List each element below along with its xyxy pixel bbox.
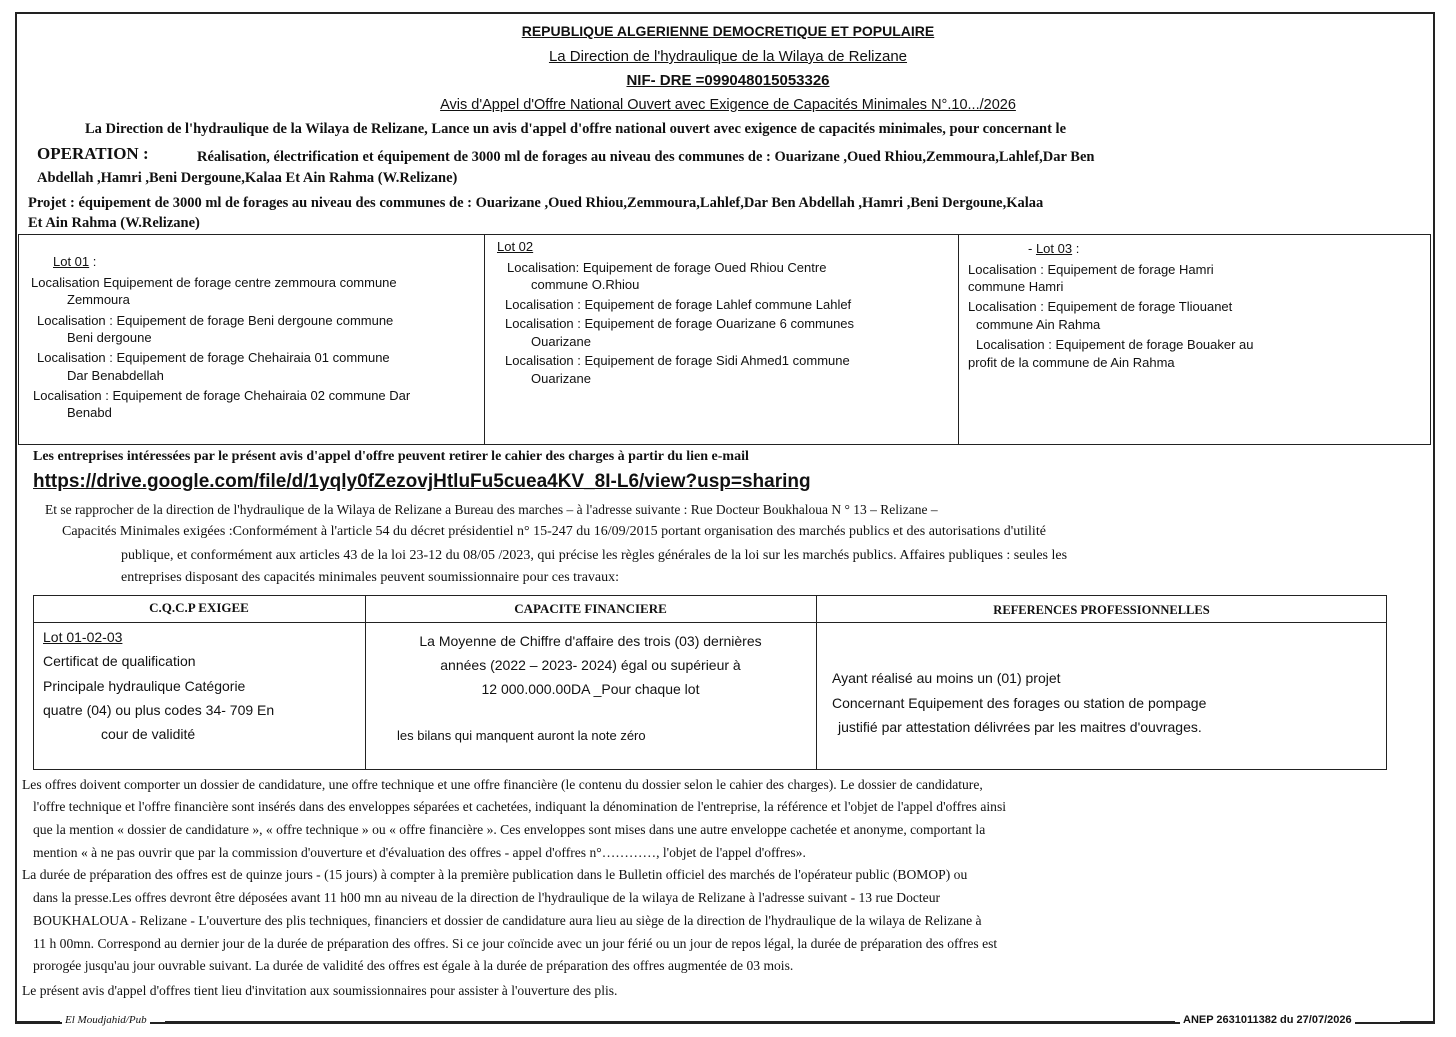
cqcp-line: Principale hydraulique Catégorie [43, 678, 246, 694]
lot2-line: Ouarizane [531, 334, 591, 349]
lot1-line: Dar Benabdellah [67, 368, 164, 383]
lot2-line: Localisation : Equipement de forage Sidi Ahmed1 commune [505, 353, 850, 368]
lots-divider-1 [484, 234, 485, 445]
projet-text-1: Projet : équipement de 3000 ml de forages au niveau des communes de : Ouarizane ,Oued Rhiou,Zemmoura,Lahlef,Dar Ben Abdellah ,Hamri ,Beni Dergoune,Kalaa [28, 195, 1044, 211]
cqcp-lot: Lot 01-02-03 [43, 629, 123, 645]
address-text: Et se rapprocher de la direction de l'hydraulique de la Wilaya de Relizane a Bureau des marches – à l'adresse suivante : Rue Docteur Boukhaloua N ° 13 – Relizane – [45, 502, 938, 517]
operation-text-2: Abdellah ,Hamri ,Beni Dergoune,Kalaa Et Ain Rahma (W.Relizane) [37, 170, 458, 186]
lot1-suffix: : [89, 254, 97, 269]
duree-text: La durée de préparation des offres est de quinze jours - (15 jours) à compter à la première publication dans le Bulletin officiel des marchés de l'opérateur public (BOMOP) ou [22, 867, 968, 882]
lot1-heading [53, 254, 96, 269]
cqcp-line: quatre (04) ou plus codes 34- 709 En [43, 702, 275, 718]
dossier-text: mention « à ne pas ouvrir que par la commission d'ouverture et d'évaluation des offres - appel d'offres n°…………, l'objet de l'appel d'offres». [33, 845, 806, 860]
projet-text-2: Et Ain Rahma (W.Relizane) [28, 215, 200, 231]
header-references: REFERENCES PROFESSIONNELLES [993, 603, 1210, 617]
lot1-line: Localisation : Equipement de forage Chehairaia 02 commune Dar [33, 388, 411, 403]
header-cqcp: C.Q.C.P EXIGEE [149, 600, 249, 615]
direction-title: La Direction de l'hydraulique de la Wilaya de Relizane [548, 48, 908, 65]
references-line: Concernant Equipement des forages ou station de pompage [832, 695, 1207, 711]
download-link[interactable]: https://drive.google.com/file/d/1yqly0fZezovjHtluFu5cuea4KV_8I-L6/view?usp=sharing [33, 471, 811, 492]
nif-number: NIF- DRE =099048015053326 [626, 72, 830, 89]
duree-text: dans la presse.Les offres devront être déposées avant 11 h00 mn au niveau de la direction de l'hydraulique de la wilaya de Relizane à l'adresse suivant - 13 rue Docteur [33, 890, 941, 905]
lot1-line: Localisation : Equipement de forage Chehairaia 01 commune [37, 350, 390, 365]
lot3-line: commune Ain Rahma [976, 317, 1101, 332]
lot3-prefix: - [1028, 241, 1036, 256]
footer-anep-reference: ANEP 2631011382 du 27/07/2026 [1180, 1014, 1355, 1026]
finance-line: La Moyenne de Chiffre d'affaire des trois (03) dernières [419, 633, 762, 649]
lot3-line: Localisation : Equipement de forage Hamri [968, 262, 1214, 277]
capacites-text-2: publique, et conformément aux articles 43 de la loi 23-12 du 08/05 /2023, qui précise les règles générales de la loi sur les marchés publics. Affaires publiques : seules les [121, 548, 1068, 563]
lot2-line: Ouarizane [531, 371, 591, 386]
republic-title: REPUBLIQUE ALGERIENNE DEMOCRETIQUE ET POPULAIRE [521, 23, 935, 39]
dossier-text: l'offre technique et l'offre financière sont insérés dans des enveloppes séparées et cachetées, indiquant la dénomination de l'entreprise, la référence et l'objet de l'appel d'offres ainsi [33, 799, 1007, 814]
lot3-title: Lot 03 [1035, 241, 1073, 256]
footer-rule-left [15, 1021, 60, 1022]
lot2-line: Localisation : Equipement de forage Lahlef commune Lahlef [505, 297, 852, 312]
requirements-header-rule [33, 622, 1387, 623]
duree-text: BOUKHALOUA - Relizane - L'ouverture des plis techniques, financiers et dossier de candidature aura lieu au siège de la direction de l'hydraulique de la wilaya de Relizane à [33, 913, 982, 928]
lot2-line: Localisation: Equipement de forage Oued Rhiou Centre [507, 260, 827, 275]
invitation-text: Le présent avis d'appel d'offres tient lieu d'invitation aux soumissionnaires pour assister à l'ouverture des plis. [22, 983, 618, 998]
dossier-text: que la mention « dossier de candidature », « offre technique » ou « offre financière ». Ces enveloppes sont mises dans une autre enveloppe cachetée et anonyme, comportant la [33, 822, 986, 837]
lot1-line: Beni dergoune [67, 330, 152, 345]
finance-note: les bilans qui manquent auront la note zéro [397, 728, 646, 743]
lot3-line: Localisation : Equipement de forage Bouaker au [976, 337, 1254, 352]
finance-line: années (2022 – 2023- 2024) égal ou supérieur à [440, 657, 741, 673]
intro-text: La Direction de l'hydraulique de la Wilaya de Relizane, Lance un avis d'appel d'offre national ouvert avec exigence de capacités minimales, pour concernant le [85, 121, 1067, 137]
operation-text-1: Réalisation, électrification et équipement de 3000 ml de forages au niveau des communes de : Ouarizane ,Oued Rhiou,Zemmoura,Lahlef,Dar Ben [197, 149, 1095, 165]
references-line: justifié par attestation délivrées par les maitres d'ouvrages. [838, 719, 1202, 735]
operation-label: OPERATION : [37, 144, 149, 163]
lot2-line: Localisation : Equipement de forage Ouarizane 6 communes [505, 316, 855, 331]
lot3-suffix: : [1072, 241, 1080, 256]
cqcp-line: Certificat de qualification [43, 653, 196, 669]
duree-text: prorogée jusqu'au jour ouvrable suivant. La durée de validité des offres est égale à la durée de préparation des offres augmentée de 03 mois. [33, 958, 794, 973]
finance-line: 12 000.000.00DA _Pour chaque lot [481, 681, 700, 697]
references-line: Ayant réalisé au moins un (01) projet [832, 670, 1061, 686]
dossier-text: Les offres doivent comporter un dossier de candidature, une offre technique et une offre financière (le contenu du dossier selon le cahier des charges). Le dossier de candidature, [22, 777, 983, 792]
header-capacite-financiere: CAPACITE FINANCIERE [514, 601, 667, 616]
footer-source: El Moudjahid/Pub [62, 1014, 150, 1026]
requirements-divider-2 [816, 595, 817, 770]
retrait-text: Les entreprises intéressées par le présent avis d'appel d'offre peuvent retirer le cahier des charges à partir du lien e-mail [33, 449, 749, 464]
lots-divider-2 [958, 234, 959, 445]
lot3-line: commune Hamri [968, 279, 1064, 294]
avis-title: Avis d'Appel d'Offre National Ouvert avec Exigence de Capacités Minimales N°.10.../2026 [440, 97, 1016, 113]
lot3-heading [1028, 241, 1079, 256]
capacites-text-3: entreprises disposant des capacités minimales peuvent soumissionnaire pour ces travaux: [121, 570, 620, 585]
lot3-line: profit de la commune de Ain Rahma [968, 355, 1175, 370]
lot2-title: Lot 02 [497, 239, 534, 254]
lot3-line: Localisation : Equipement de forage Tliouanet [968, 299, 1233, 314]
lot1-title: Lot 01 [53, 254, 90, 269]
lot1-line: Localisation : Equipement de forage Beni dergoune commune [37, 313, 394, 328]
cqcp-line: cour de validité [101, 726, 196, 742]
capacites-text-1: Capacités Minimales exigées :Conformément à l'article 54 du décret présidentiel n° 15-247 du 16/09/2015 portant organisation des marchés publics et des autorisations d'utilité [62, 524, 1046, 539]
lot1-line: Benabd [67, 405, 112, 420]
duree-text: 11 h 00mn. Correspond au dernier jour de la durée de préparation des offres. Si ce jour coïncide avec un jour férié ou un jour de repos légal, la durée de préparation des offres est [33, 936, 998, 951]
footer-rule-right [1400, 1021, 1435, 1022]
footer-rule-middle [165, 1021, 1175, 1022]
lot1-line: Localisation Equipement de forage centre zemmoura commune [31, 275, 397, 290]
lot1-line: Zemmoura [67, 292, 130, 307]
lot2-line: commune O.Rhiou [531, 277, 640, 292]
